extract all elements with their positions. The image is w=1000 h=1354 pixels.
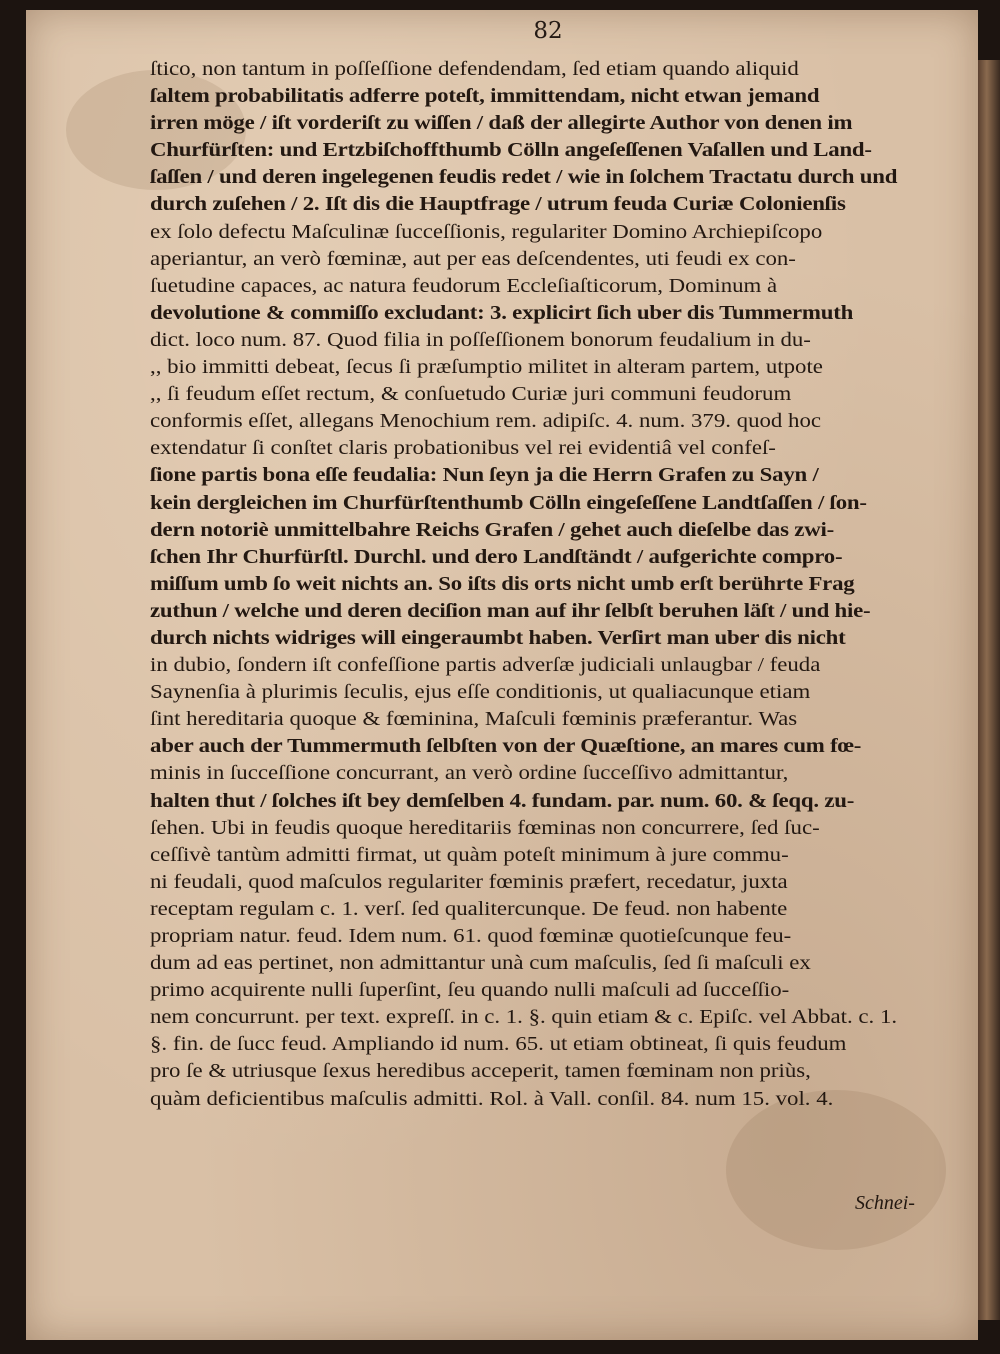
catchword: Schnei- [855, 1192, 915, 1214]
text-line: extendatur ſi conſtet claris probationibus vel rei evidentiâ vel confeſ- [150, 437, 776, 460]
text-line: nem concurrunt. per text. expreſſ. in c. 1. §. quin etiam & c. Epiſc. vel Abbat. c. 1. [150, 1006, 898, 1029]
text-line: devolutione & commiſſo excludant: 3. explicirt ſich uber dis Tummermuth [150, 301, 854, 324]
text-line: ſchen Ihr Churfürſtl. Durchl. und dero Landſtändt / aufgerichte compro- [150, 545, 843, 568]
text-line: ,, bio immitti debeat, ſecus ſi præſumptio militet in alteram partem, utpote [150, 356, 823, 379]
text-line: zuthun / welche und deren deciſion man auf ihr ſelbſt beruhen läſt / und hie- [150, 599, 871, 622]
text-line: durch zuſehen / 2. Iſt dis die Hauptfrage / utrum feuda Curiæ Colonienſis [150, 193, 846, 216]
text-line: receptam regulam c. 1. verſ. ſed qualitercunque. De feud. non habente [150, 897, 788, 920]
body-text [150, 56, 940, 1113]
text-line: Saynenſia à plurimis ſeculis, ejus eſſe conditionis, ut qualiacunque etiam [150, 681, 811, 704]
text-line: dern notoriè unmittelbahre Reichs Grafen / gehet auch dieſelbe das zwi- [150, 518, 834, 541]
text-line: minis in ſucceſſione concurrant, an verò ordine ſucceſſivo admittantur, [150, 762, 789, 785]
text-line: pro ſe & utriusque ſexus heredibus acceperit, tamen fœminam non priùs, [150, 1060, 811, 1083]
text-line: ſuetudine capaces, ac natura feudorum Eccleſiaſticorum, Dominum à [150, 274, 778, 297]
text-line: aber auch der Tummermuth ſelbſten von der Quæſtione, an mares cum fœ- [150, 735, 862, 758]
text-line: propriam natur. feud. Idem num. 61. quod fœminæ quotieſcunque feu- [150, 925, 792, 947]
text-line: halten thut / ſolches iſt bey demſelben 4. fundam. par. num. 60. & ſeqq. zu- [150, 789, 855, 812]
text-line: kein dergleichen im Churfürſtenthumb Cölln eingeſeſſene Landtſaſſen / ſon- [150, 491, 867, 514]
text-line: ſione partis bona eſſe feudalia: Nun ſeyn ja die Herrn Grafen zu Sayn / [150, 464, 819, 487]
text-line: Churfürſten: und Ertzbiſchoffthumb Cölln angeſeſſenen Vaſallen und Land- [150, 139, 872, 162]
text-line: ſaltem probabilitatis adferre poteſt, immittendam, nicht etwan jemand [150, 85, 820, 108]
text-line: ,, ſi feudum eſſet rectum, & conſuetudo Curiæ juri communi feudorum [150, 383, 792, 406]
text-line: durch nichts widriges will eingeraumbt haben. Verſirt man uber dis nicht [150, 626, 846, 649]
text-line: miſſum umb ſo weit nichts an. So iſts dis orts nicht umb erſt berührte Frag [150, 572, 855, 595]
text-line: ſtico, non tantum in poſſeſſione defendendam, ſed etiam quando aliquid [150, 58, 799, 80]
page-number: 82 [533, 18, 563, 44]
text-line: quàm deficientibus maſculis admitti. Rol. à Vall. conſil. 84. num 15. vol. 4. [150, 1087, 834, 1110]
text-line: in dubio, ſondern iſt confeſſione partis adverſæ judiciali unlaugbar / feuda [150, 654, 821, 677]
text-line: primo acquirente nulli ſuperſint, ſeu quando nulli maſculi ad ſucceſſio- [150, 979, 790, 1002]
text-line: §. fin. de ſucc feud. Ampliando id num. 65. ut etiam obtineat, ſi quis feudum [150, 1033, 847, 1056]
text-line: ceſſivè tantùm admitti firmat, ut quàm poteſt minimum à jure commu- [150, 843, 789, 866]
text-line: ex ſolo defectu Maſculinæ ſucceſſionis, regulariter Domino Archiepiſcopo [150, 220, 823, 243]
text-line: dict. loco num. 87. Quod filia in poſſeſſionem bonorum feudalium in du- [150, 328, 811, 351]
paper-stain [726, 1090, 946, 1250]
text-line: ni feudali, quod maſculos regulariter fœminis præfert, recedatur, juxta [150, 870, 788, 893]
text-line: ſehen. Ubi in feudis quoque hereditariis fœminas non concurrere, ſed ſuc- [150, 816, 820, 839]
text-line: irren möge / iſt vorderiſt zu wiſſen / daß der allegirte Author von denen im [150, 112, 853, 135]
text-line: conformis eſſet, allegans Menochium rem. adipiſc. 4. num. 379. quod hoc [150, 410, 822, 433]
text-line: ſint hereditaria quoque & fœminina, Maſculi fœminis præferantur. Was [150, 708, 798, 731]
text-line: ſaſſen / und deren ingelegenen feudis redet / wie in ſolchem Tractatu durch und [150, 166, 898, 189]
text-line: dum ad eas pertinet, non admittantur unà cum maſculis, ſed ſi maſculi ex [150, 952, 811, 975]
text-line: aperiantur, an verò fœminæ, aut per eas deſcendentes, uti feudi ex con- [150, 247, 796, 270]
